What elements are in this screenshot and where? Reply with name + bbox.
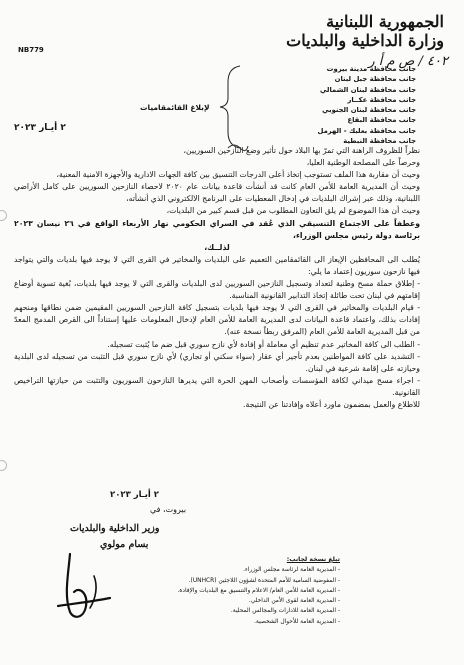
binder-hole bbox=[0, 460, 7, 471]
body-paragraph: وحرصاً على المصلحة الوطنية العليا، bbox=[306, 158, 420, 168]
cc-item: - المفوضية السامية للأمم المتحدة لشؤون اللاجئين (UNHCR). bbox=[188, 577, 340, 584]
cc-item: - المديرية العامة للأحوال الشخصية. bbox=[254, 618, 340, 625]
body-paragraph: وحيث أن المديرية العامة للأمن العام كانت قد أنشأت قاعدة بيانات عام ٢٠٢٠ لاحصاء النازحين السوريين على كامل الأراضي اللبنانية، وذلك عبر إشراك البلديات في إدخال المعطيات على البرنامج الالكتروني الذي أنشأته، bbox=[14, 182, 420, 204]
bullet-item: - التشديد على كافة المواطنين بعدم تأجير أي عقار (سواء سكني أو تجاري) لأي نازح سوري قبل التثبت من تسجيله لدى البلدية وحيازته على إقامة شرعية في لبنان. bbox=[14, 351, 420, 373]
addressee-item: جانب محافظة النبطية bbox=[343, 137, 416, 146]
republic-heading: الجمهورية اللبنانية bbox=[326, 12, 444, 31]
letter-body bbox=[14, 145, 420, 411]
addressee-item: جانب محافظة عكــار bbox=[347, 95, 416, 104]
document-number: NB779 bbox=[18, 46, 44, 54]
meeting-paragraph: وعطفاً على الاجتماع التنسيقي الذي عُقد في السراي الحكومي نهار الأربعاء الواقع في ٢٦ نيسان ٢٠٢٣ برئاسة دولة رئيس مجلس الوزراء، bbox=[14, 218, 420, 240]
cc-heading: تبلغ نسخة لجانب: bbox=[286, 556, 340, 563]
bullet-item: - إطلاق حملة مسح وطنية لتعداد وتسجيل النازحين السوريين لدى البلديات والقرى التي لا يوجد فيها بلديات، بُغية تسوية أوضاع إقامتهم في لبنان تحت طائلة إتخاذ التدابير القانونية المناسبة. bbox=[14, 279, 420, 301]
cc-item: - المديرية العامة لرئاسة مجلس الوزراء. bbox=[243, 567, 340, 574]
closing-line: للاطلاع والعمل بمضمون ماورد أعلاه وإفادتنا عن النتيجة. bbox=[243, 399, 420, 409]
body-paragraph: وحيث أن هذا الموضوع لم يلق التعاون المطلوب من قبل قسم كبير من البلديات، bbox=[166, 206, 420, 216]
addressee-item: جانب محافظة جبل لبنان bbox=[334, 75, 416, 84]
minister-name: بسام مولوي bbox=[100, 539, 149, 550]
addressee-list bbox=[276, 64, 416, 146]
stamp-mark bbox=[226, 140, 250, 154]
addressee-item: جانب محافظة مدينة بيروت bbox=[326, 65, 416, 73]
cc-list bbox=[90, 555, 340, 627]
cc-item: - المديرية العامة للادارات والمجالس المحلية. bbox=[230, 608, 340, 615]
request-paragraph: يُطلب الى المحافظين الإيعاز الى القائمقامين التعميم على البلديات والمخاتير في القرى التي لا يوجد فيها بلديات والتي يتواجد فيها نازحون سوريون إعتماد ما يلي: bbox=[14, 254, 420, 276]
destination-note: لإبلاغ القائمقاميات bbox=[140, 103, 210, 112]
addressee-item: جانب محافظة لبنان الجنوبي bbox=[322, 106, 416, 115]
cc-item: - المديرية العامة لقوى الأمن الداخلي. bbox=[248, 598, 340, 605]
ministry-heading: وزارة الداخلية والبلديات bbox=[286, 31, 444, 50]
bullet-item: - قيام البلديات والمخاتير في القرى التي لا يوجد فيها بلديات بتسجيل كافة النازحين السوريين المقيمين ضمن نطاقها ومنحهم إفادات بذلك، واعتماد قاعدة البيانات لدى المديرية العامة للأمن العام لإدخال المعلومات عليها إستناداً الى القرص المدمج المعدّ من قبل المديرية العامة للأمن العام (المرفق ربطاً نسخة عنه). bbox=[14, 303, 420, 337]
addressee-item: جانب محافظة بعلبك - الهرمل bbox=[317, 126, 416, 135]
therefore-heading: لذلــك، bbox=[204, 242, 230, 252]
signature-date: ٢ أيـار ٢٠٢٣ bbox=[110, 490, 159, 500]
bullet-item: - الطلب الى كافة المخاتير عدم تنظيم أي معاملة أو إفادة لأي نازح سوري قبل ضم ما يُثبت تسجيله. bbox=[107, 339, 420, 349]
cc-item: - المديرية العامة للأمن العام/ الاعلام والتنسيق مع البلديات والإفادة. bbox=[177, 587, 340, 594]
body-paragraph: وحيث أن مقاربة هذا الملف تستوجب إتخاذ أعلى الدرجات التنسيق بين كافة الجهات الادارية والأجهزة الامنية المعنية، bbox=[56, 170, 420, 180]
signature-place: بيروت، في bbox=[150, 505, 187, 514]
body-paragraph: نظراً للظروف الراهنة التي تمرّ بها البلاد حول تأثير وضع النازحين السوريين، bbox=[183, 146, 420, 155]
letter-date: ٢ أيـار ٢٠٢٣ bbox=[14, 123, 66, 133]
minister-title: وزير الداخلية والبلديات bbox=[70, 523, 160, 534]
addressee-item: جانب محافظة البقاع bbox=[347, 116, 416, 125]
addressee-item: جانب محافظة لبنان الشمالي bbox=[320, 85, 416, 94]
addressee-brace bbox=[218, 64, 244, 150]
binder-hole bbox=[0, 210, 7, 221]
bullet-item: - اجراء مسح ميداني لكافة المؤسسات وأصحاب المهن الحرة التي يديرها النازحون السوريون والتثبت من حيازتها التراخيص القانونية. bbox=[14, 375, 420, 397]
reference-number: ٤٠٢ / ص م أ ر bbox=[368, 54, 448, 69]
